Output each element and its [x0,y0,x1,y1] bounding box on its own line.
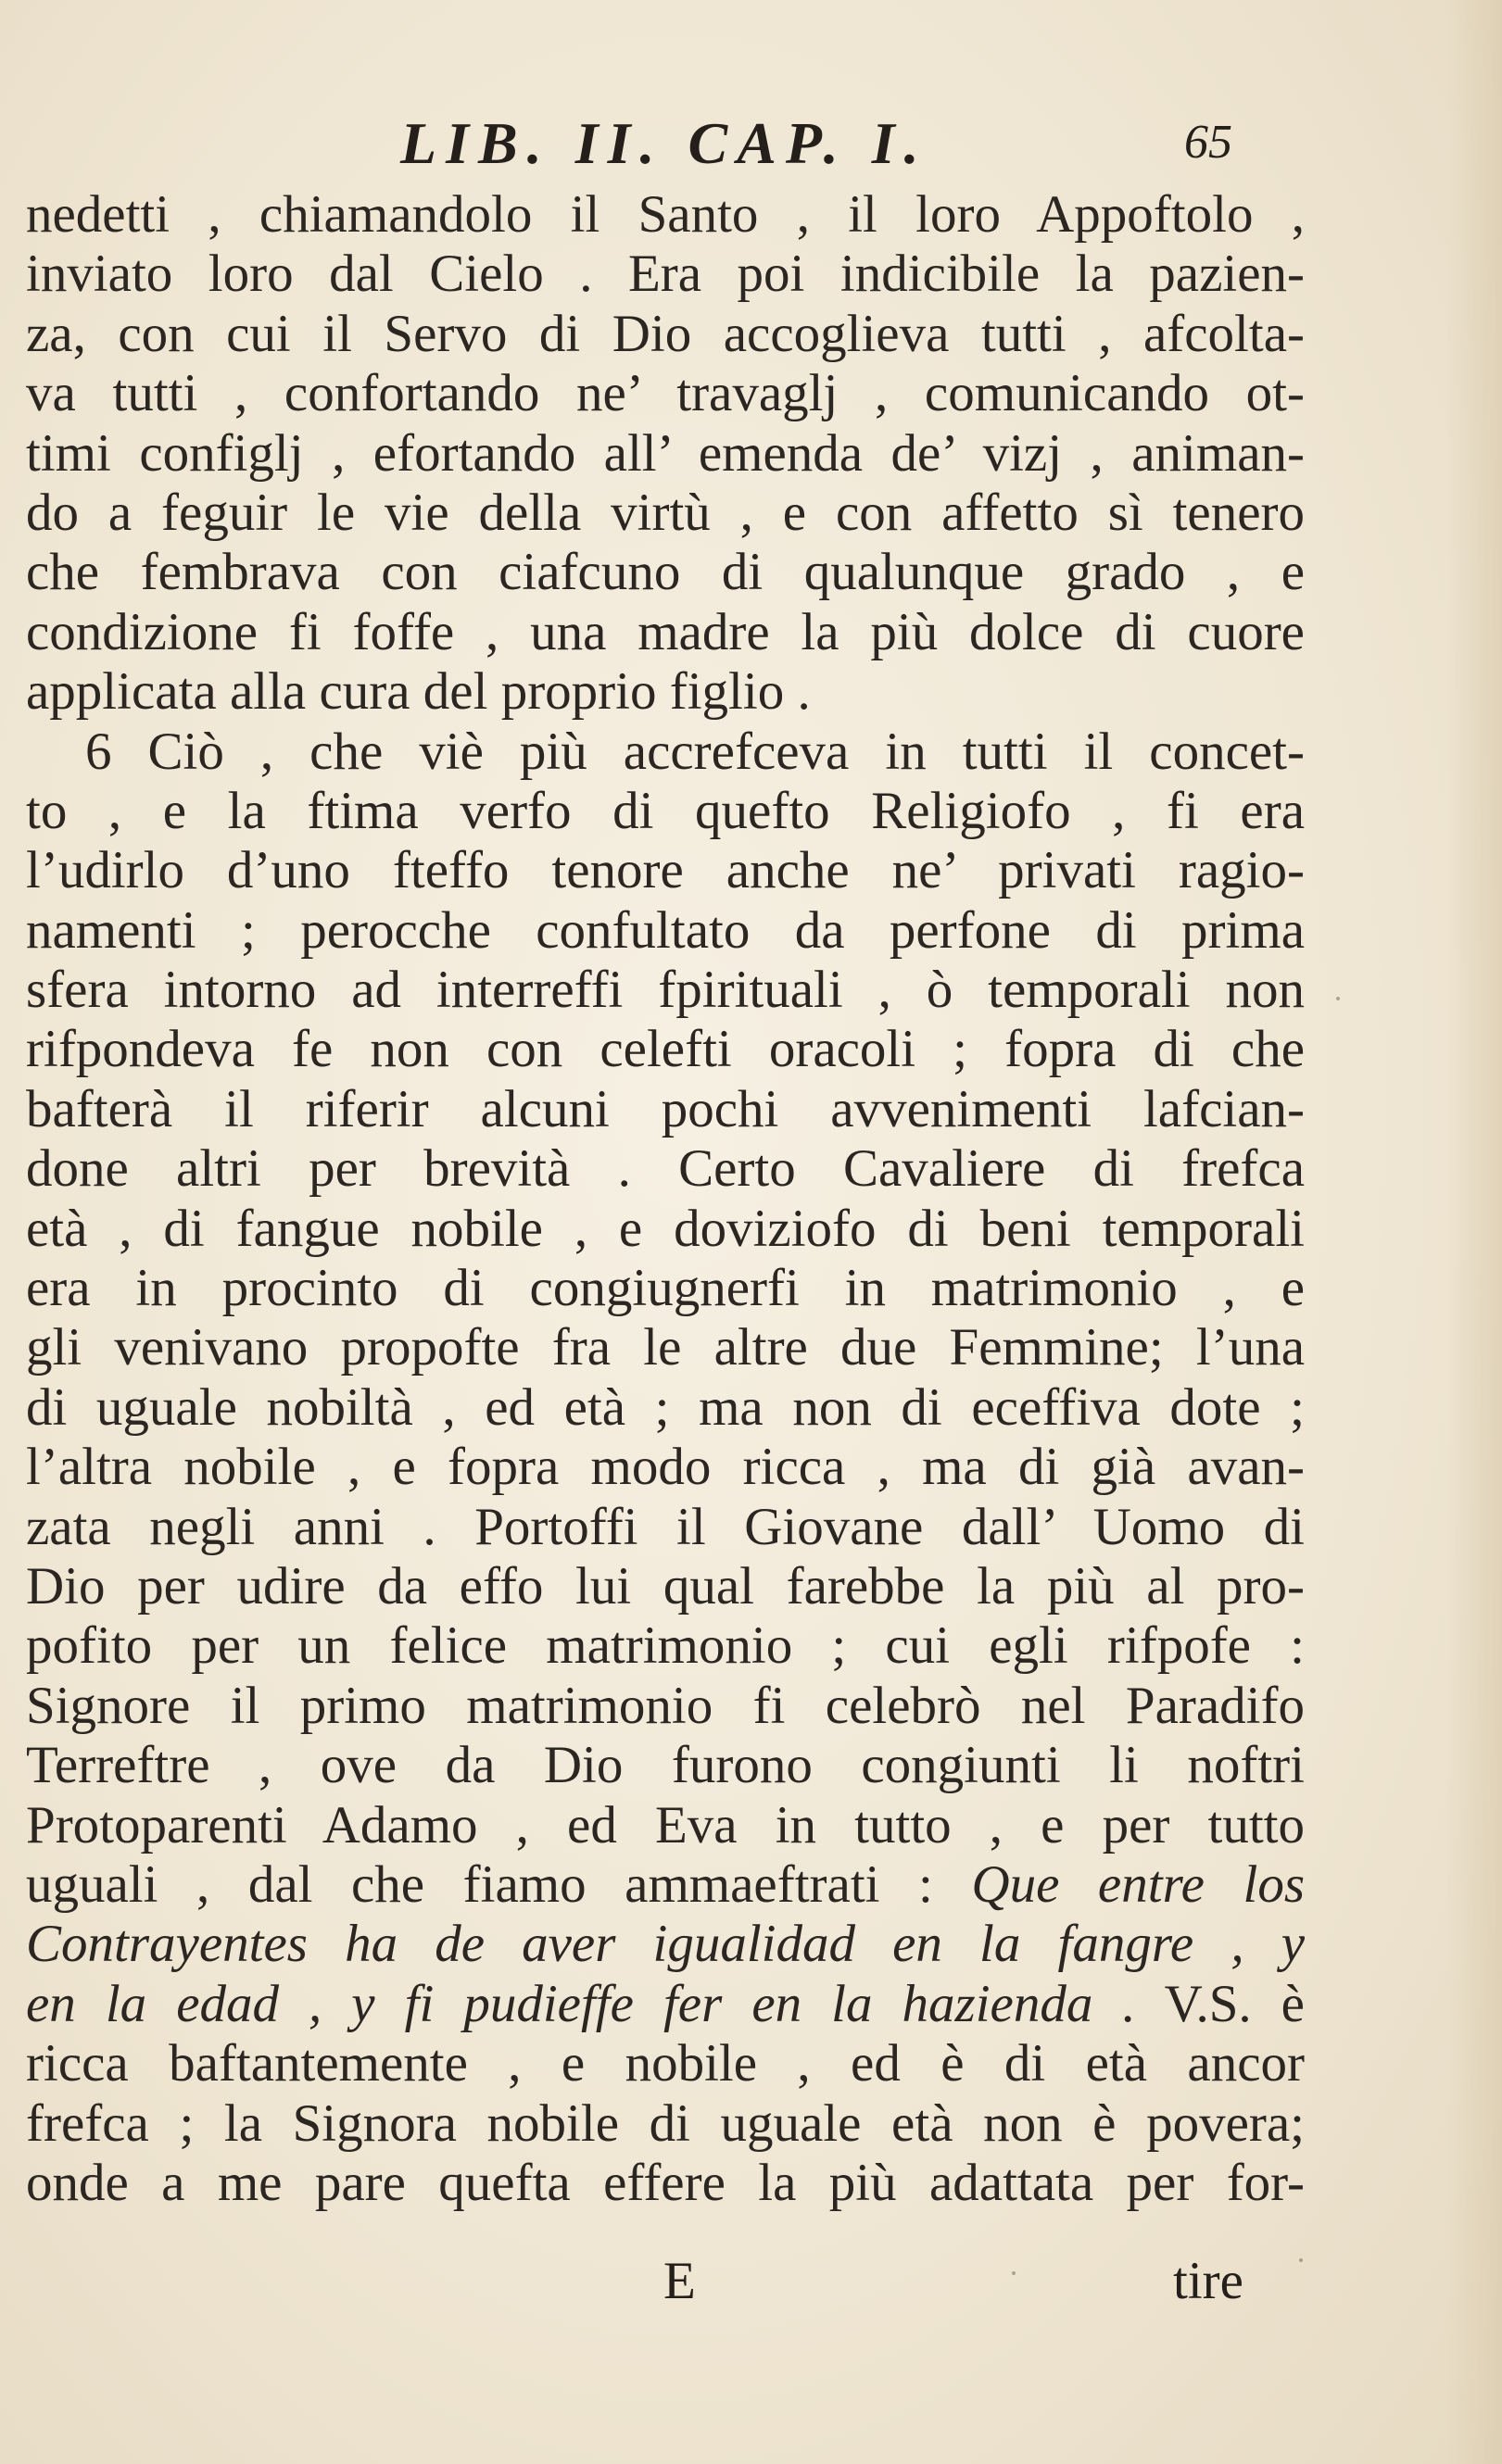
mixed-text-line [26,1975,1305,2034]
text-line: l’udirlo d’uno fteffo tenore anche ne’ privati ragio- [26,841,1305,900]
signature-mark: E [663,2252,696,2310]
text-line: Protoparenti Adamo , ed Eva in tutto , e per tutto [26,1795,1305,1854]
spanish-quote-line: Contrayentes ha de aver igualidad en la fangre , y [26,1915,1305,1974]
paragraph-start-line: 6 Ciò , che viè più accrefceva in tutti il concet- [85,722,1305,781]
text-line: bafterà il riferir alcuni pochi avvenimenti lafcian- [26,1079,1305,1138]
text-line: età , di fangue nobile , e doviziofo di beni temporali [26,1199,1305,1258]
text-line: nedetti , chiamandolo il Santo , il loro Appoftolo , [26,185,1305,244]
roman-text: V.S. è [1164,1974,1305,2033]
text-line: namenti ; perocche confultato da perfone di prima [26,900,1305,960]
text-line: applicata alla cura del proprio figlio . [26,662,811,722]
running-head: LIB. II. CAP. I. [400,110,928,176]
text-line: ricca baftantemente , e nobile , ed è di età ancor [26,2034,1305,2093]
text-line: timi configlj , efortando all’ emenda de’ vizj , animan- [26,423,1305,483]
roman-text: uguali , dal che fiamo ammaeftrati : [26,1854,933,1914]
text-line: done altri per brevità . Certo Cavaliere di frefca [26,1139,1305,1199]
text-line: di uguale nobiltà , ed età ; ma non di eceffiva dote ; [26,1377,1305,1437]
text-line: za, con cui il Servo di Dio accoglieva tutti , afcolta- [26,304,1305,363]
text-line: onde a me pare quefta effere la più adattata per for- [26,2153,1305,2212]
catchword: tire [1173,2252,1243,2310]
text-line: Dio per udire da effo lui qual farebbe la più al pro- [26,1556,1305,1615]
spanish-quote-start: Que entre los [971,1854,1305,1914]
ink-speck [1299,2258,1303,2262]
text-line: pofito per un felice matrimonio ; cui egli rifpofe : [26,1616,1305,1676]
text-line: che fembrava con ciafcuno di qualunque grado , e [26,543,1305,602]
body-text [26,185,1305,2213]
spanish-quote-end: en la edad , y fi pudieffe fer en la hazienda . [26,1974,1136,2033]
page-header [28,109,1325,193]
text-line: era in procinto di congiugnerfi in matrimonio , e [26,1259,1305,1318]
ink-speck [1336,997,1340,1000]
text-line: zata negli anni . Portoffi il Giovane dall’ Uomo di [26,1497,1305,1556]
page-footer [26,2251,1305,2316]
text-line: Terreftre , ove da Dio furono congiunti li noftri [26,1736,1305,1795]
text-line: inviato loro dal Cielo . Era poi indicibile la pazien- [26,245,1305,304]
page-number: 65 [1184,116,1232,169]
mixed-text-line [26,1855,1305,1915]
text-line: l’altra nobile , e fopra modo ricca , ma di già avan- [26,1438,1305,1497]
text-line: frefca ; la Signora nobile di uguale età non è povera; [26,2093,1305,2153]
page-gutter-shadow [1446,0,1502,2464]
ink-speck [1012,2271,1016,2275]
text-line: do a feguir le vie della virtù , e con affetto sì tenero [26,483,1305,542]
text-line: sfera intorno ad interreffi fpirituali , ò temporali non [26,961,1305,1020]
text-line: to , e la ftima verfo di quefto Religiofo , fi era [26,781,1305,840]
text-line: va tutti , confortando ne’ travaglj , comunicando ot- [26,364,1305,423]
text-line: gli venivano propofte fra le altre due Femmine; l’una [26,1318,1305,1377]
text-line: Signore il primo matrimonio fi celebrò nel Paradifo [26,1676,1305,1735]
text-line: rifpondeva fe non con celefti oracoli ; fopra di che [26,1020,1305,1079]
text-line: condizione fi foffe , una madre la più dolce di cuore [26,602,1305,661]
